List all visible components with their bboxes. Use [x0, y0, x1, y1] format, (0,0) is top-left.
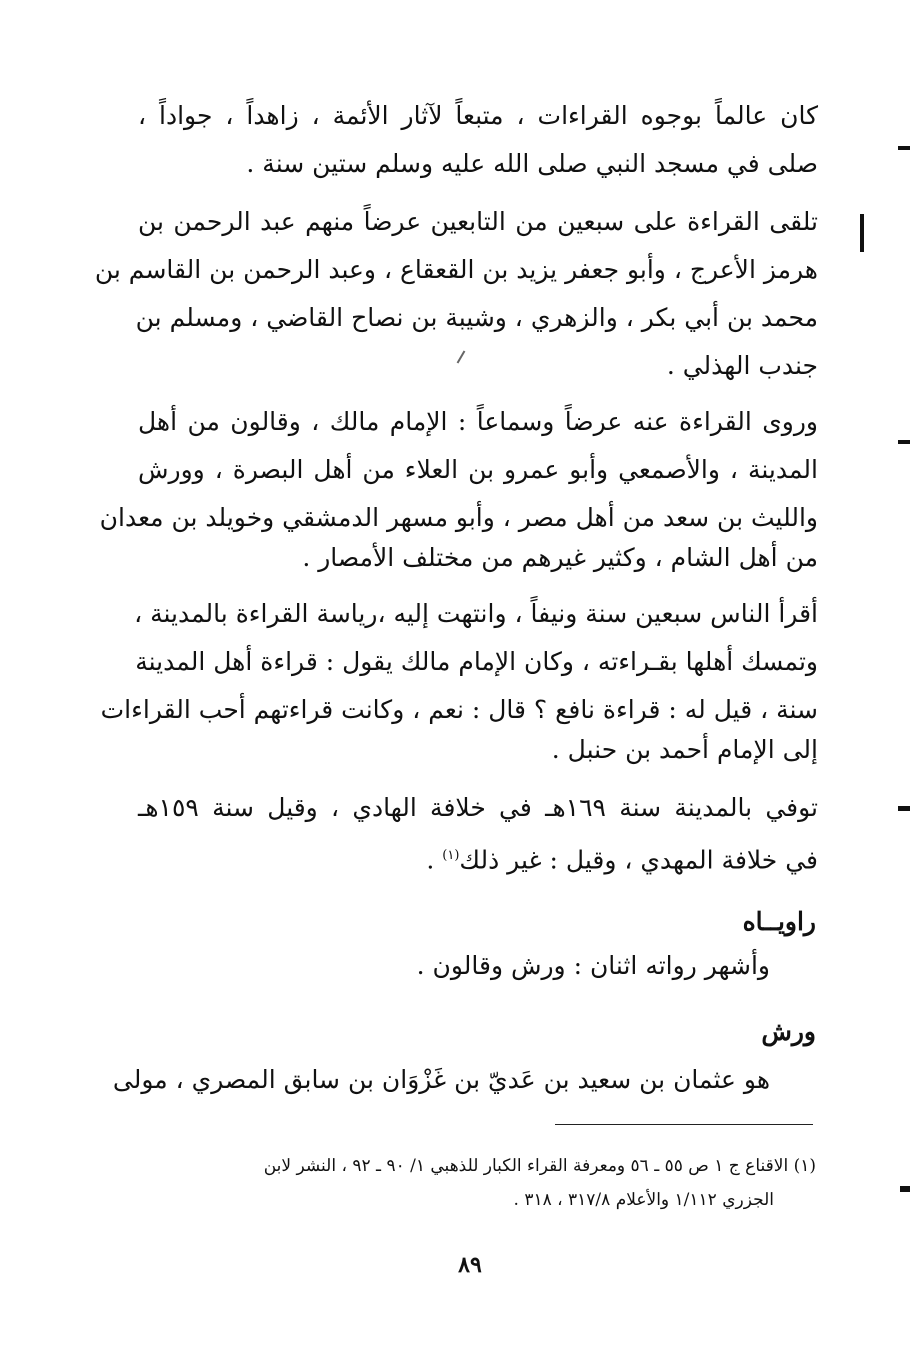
edge-mark [898, 806, 910, 811]
text-line: سنة ، قيل له : قراءة نافع ؟ قال : نعم ، وكانت قراءتهم أحب القراءات [100, 695, 818, 724]
text-line: هرمز الأعرج ، وأبو جعفر يزيد بن القعقاع ، وعبد الرحمن بن القاسم بن [94, 255, 818, 284]
text-line: وروى القراءة عنه عرضاً وسماعاً : الإمام مالك ، وقالون من أهل [138, 407, 818, 436]
text-line [138, 836, 818, 876]
footnote-line: الجزري ١/١١٢ والأعلام ٣١٧/٨ ، ٣١٨ . [513, 1190, 774, 1210]
footnote-reference: (١) [442, 848, 460, 863]
footnote-marker: (١) [793, 1156, 816, 1176]
section-heading-rawiyah: راويــاه [742, 907, 816, 936]
text-line: تلقى القراءة على سبعين من التابعين عرضاً منهم عبد الرحمن بن [138, 207, 818, 236]
edge-mark [860, 214, 864, 252]
text-line: المدينة ، والأصمعي وأبو عمرو بن العلاء من أهل البصرة ، وورش [138, 455, 818, 484]
text-line: والليث بن سعد من أهل مصر ، وأبو مسهر الدمشقي وخويلد بن معدان [99, 503, 818, 532]
edge-mark [898, 440, 910, 444]
text-line: محمد بن أبي بكر ، والزهري ، وشيبة بن نصاح القاضي ، ومسلم بن [135, 303, 818, 332]
text-line: توفي بالمدينة سنة ١٦٩هـ في خلافة الهادي ، وقيل سنة ١٥٩هـ [138, 793, 818, 822]
text-line: وأشهر رواته اثنان : ورش وقالون . [416, 951, 770, 980]
text-line: إلى الإمام أحمد بن حنبل . [551, 735, 818, 764]
text-line: وتمسك أهلها بقـراءته ، وكان الإمام مالك يقول : قراءة أهل المدينة [135, 647, 818, 676]
page-number: ٨٩ [458, 1252, 482, 1278]
text-line: هو عثمان بن سعيد بن عَديّ بن غَزْوَان بن سابق المصري ، مولى [112, 1065, 770, 1094]
section-heading-warsh: ورش [761, 1017, 816, 1046]
text-line: صلى في مسجد النبي صلى الله عليه وسلم ستين سنة . [246, 149, 818, 178]
edge-mark [900, 1186, 910, 1192]
text-fragment: في خلافة المهدي ، وقيل : غير ذلك [459, 845, 818, 875]
text-fragment: . [426, 845, 443, 875]
footnote-line [136, 1152, 816, 1180]
text-line: من أهل الشام ، وكثير غيرهم من مختلف الأمصار . [302, 543, 818, 572]
text-line: كان عالماً بوجوه القراءات ، متبعاً لآثار الأئمة ، زاهداً ، جواداً ، [138, 101, 818, 130]
edge-mark [898, 146, 910, 150]
text-line: جندب الهذلي . [666, 351, 818, 380]
footnote-separator [555, 1124, 813, 1125]
footnote-text: الاقناع ج ١ ص ٥٥ ـ ٥٦ ومعرفة القراء الكبار للذهبي ١/ ٩٠ ـ ٩٢ ، النشر لابن [263, 1156, 789, 1176]
text-line: أقرأ الناس سبعين سنة ونيفاً ، وانتهت إليه ،رياسة القراءة بالمدينة ، [134, 599, 818, 628]
